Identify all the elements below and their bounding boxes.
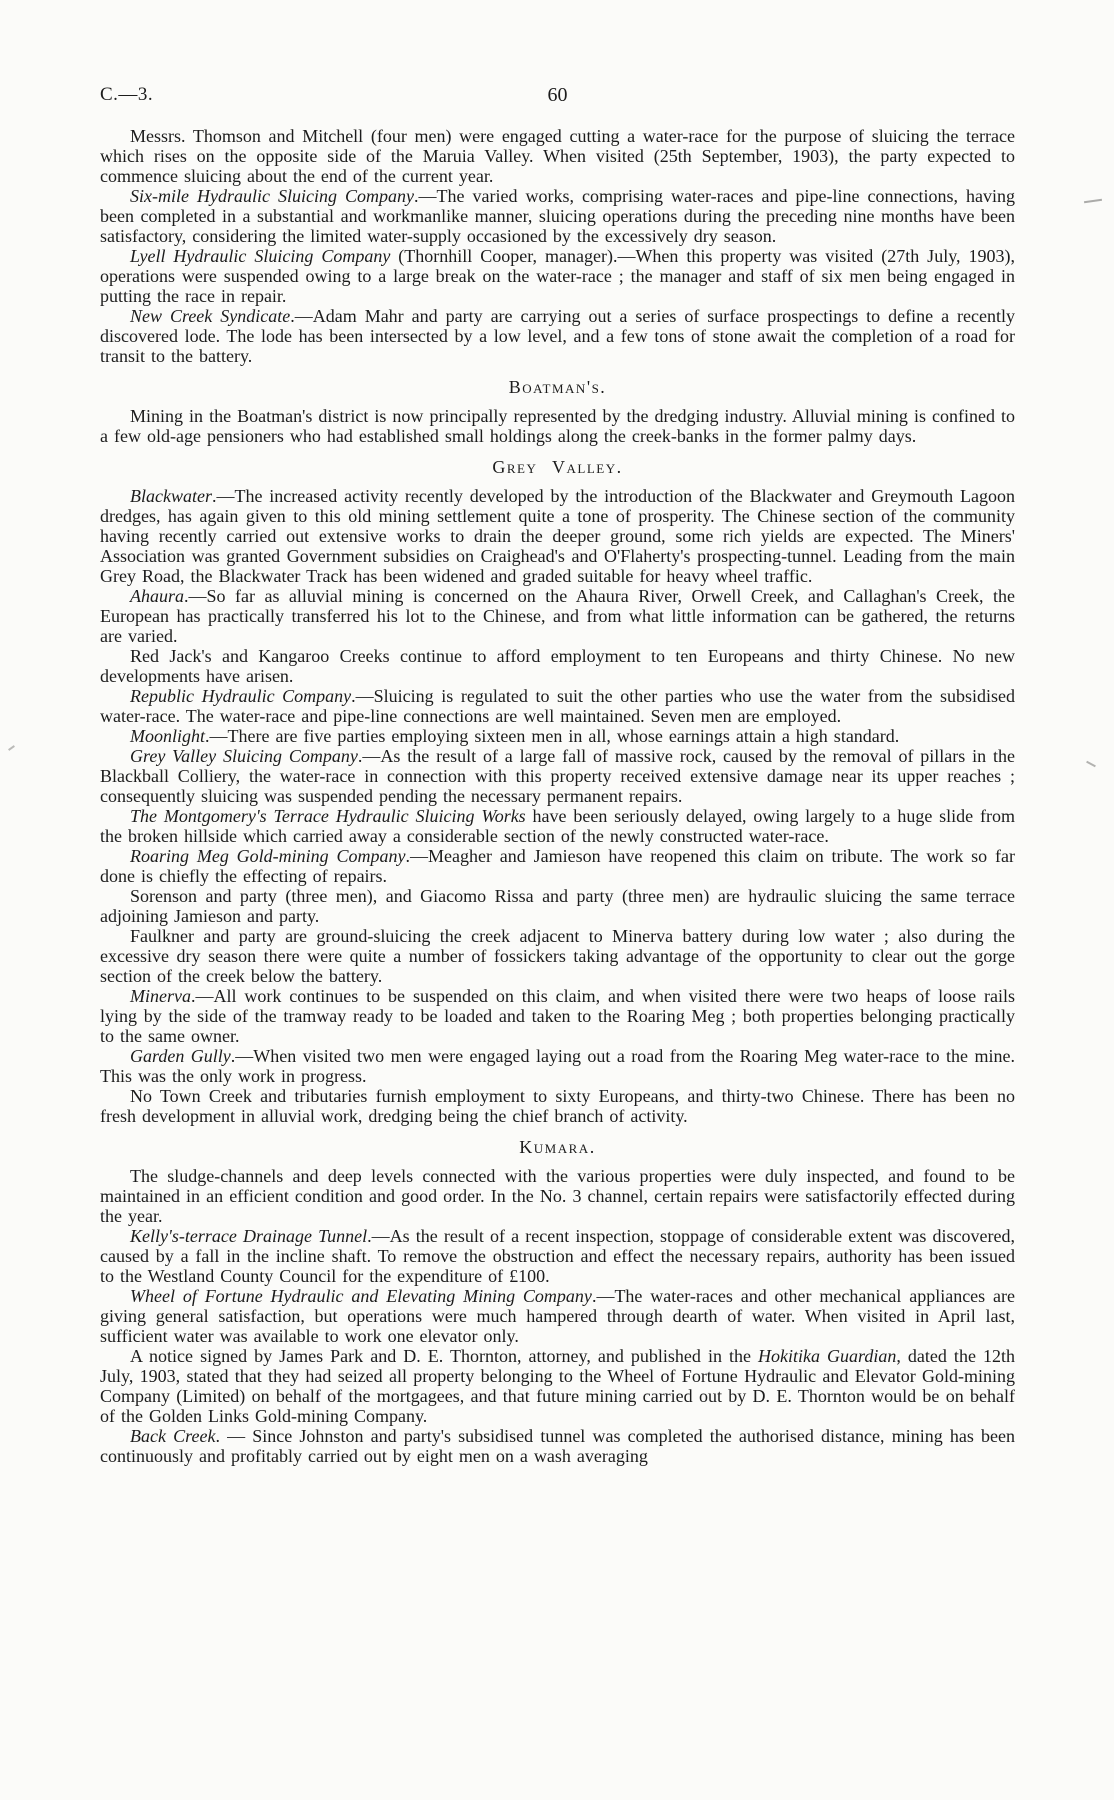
paragraph-notice <box>100 1346 1015 1426</box>
paragraph-text: A notice signed by James Park and D. E. Thornton, attorney, and published in the <box>130 1346 759 1366</box>
paragraph-no-town-creek <box>100 1086 1015 1126</box>
paragraph-text: Messrs. Thomson and Mitchell (four men) were engaged cutting a water-race for the purpose of sluicing the terrace which rises on the opposite side of the Maruia Valley. When visited (25th September, 1903), the party expected to commence sluicing about the end of the current year. <box>100 126 1015 186</box>
paragraph-text: .—When visited two men were engaged laying out a road from the Roaring Meg water-race to the mine. This was the only work in progress. <box>100 1046 1015 1086</box>
place-name: Blackwater <box>130 486 212 506</box>
place-name: Minerva <box>130 986 191 1006</box>
paragraph-new-creek <box>100 306 1015 366</box>
section-heading-kumara: Kumara. <box>519 1137 596 1157</box>
paragraph-back-creek <box>100 1426 1015 1466</box>
page-number: 60 <box>547 84 568 106</box>
company-name: Kelly's-terrace Drainage Tunnel <box>130 1226 368 1246</box>
paragraph-text: Mining in the Boatman's district is now principally represented by the dredging industry. Alluvial mining is confined to a few old-age pensioners who had established small holdings along the creek-banks in the former palmy days. <box>100 406 1015 446</box>
paragraph-kellys-terrace <box>100 1226 1015 1286</box>
company-name: Roaring Meg Gold-mining Company <box>130 846 406 866</box>
paragraph-moonlight <box>100 726 1015 746</box>
paragraph-red-jacks <box>100 646 1015 686</box>
paragraph-faulkner <box>100 926 1015 986</box>
paragraph-text: .—All work continues to be suspended on this claim, and when visited there were two heaps of loose rails lying by the side of the tramway ready to be loaded and taken to the Roaring Meg ; both properties belonging practically to the same owner. <box>100 986 1015 1046</box>
company-name: The Montgomery's Terrace Hydraulic Sluicing Works <box>130 806 526 826</box>
paragraph-minerva <box>100 986 1015 1046</box>
place-name: Garden Gully <box>130 1046 231 1066</box>
place-name: Moonlight <box>130 726 205 746</box>
paragraph-sorenson <box>100 886 1015 926</box>
paragraph-grey-valley-sluicing <box>100 746 1015 806</box>
paragraph-text: Red Jack's and Kangaroo Creeks continue to afford employment to ten Europeans and thirty Chinese. No new developments have arisen. <box>100 646 1015 686</box>
paragraph-text: .—There are five parties employing sixteen men in all, whose earnings attain a high standard. <box>205 726 900 746</box>
section-heading-boatmans: Boatman's. <box>508 377 607 397</box>
place-name: Back Creek <box>130 1426 216 1446</box>
paragraph-text: .—So far as alluvial mining is concerned on the Ahaura River, Orwell Creek, and Callaghan's Creek, the European has practically transferred his lot to the Chinese, and from what little information can be gathered, the returns are varied. <box>100 586 1015 646</box>
paragraph-text: .—Adam Mahr and party are carrying out a series of surface prospectings to define a recently discovered lode. The lode has been intersected by a low level, and a few tons of stone await the completion of a road for transit to the battery. <box>100 306 1016 366</box>
paragraph-text: .—As the result of a large fall of massive rock, caused by the removal of pillars in the Blackball Colliery, the water-race in connection with this property received extensive damage near its upper reaches ; consequently sluicing was suspended pending the necessary permanent repairs. <box>100 746 1016 806</box>
report-code: C.—3. <box>100 84 154 105</box>
document-body <box>100 126 1015 1466</box>
paragraph-text: . — Since Johnston and party's subsidised tunnel was completed the authorised distance, mining has been continuously and profitably carried out by eight men on a wash averaging <box>100 1426 1015 1466</box>
paragraph-text: .—Sluicing is regulated to suit the other parties who use the water from the subsidised water-race. The water-race and pipe-line connections are well maintained. Seven men are employed. <box>100 686 1015 726</box>
scan-artifact <box>8 745 15 751</box>
place-name: Ahaura <box>130 586 184 606</box>
paragraph-garden-gully <box>100 1046 1015 1086</box>
company-name: Six-mile Hydraulic Sluicing Company <box>130 186 414 206</box>
paragraph-blackwater <box>100 486 1015 586</box>
company-name: Grey Valley Sluicing Company <box>130 746 358 766</box>
company-name: New Creek Syndicate <box>130 306 291 326</box>
section-heading-grey-valley: Grey Valley. <box>492 457 623 477</box>
scan-artifact <box>1084 199 1102 203</box>
paragraph-wheel-of-fortune <box>100 1286 1015 1346</box>
paragraph-text: .—The increased activity recently developed by the introduction of the Blackwater and Greymouth Lagoon dredges, has again given to this old mining settlement quite a tone of prosperity. The Chinese section of the community having recently carried out extensive works to drain the deeper ground, some rich yields are expected. The Miners' Association was granted Government subsidies on Craighead's and O'Flaherty's prospecting-tunnel. Leading from the main Grey Road, the Blackwater Track has been widened and graded suitable for heavy wheel traffic. <box>100 486 1015 586</box>
scan-artifact <box>1086 761 1096 767</box>
paragraph-text: Faulkner and party are ground-sluicing the creek adjacent to Minerva battery during low water ; also during the excessive dry season there were quite a number of fossickers taking advantage of the opportunity to clear out the gorge section of the creek below the battery. <box>100 926 1015 986</box>
paragraph-text: have been seriously delayed, owing largely to a huge slide from the broken hillside which carried away a considerable section of the newly constructed water-race. <box>100 806 1015 846</box>
paragraph-roaring-meg <box>100 846 1015 886</box>
paragraph-ahaura <box>100 586 1015 646</box>
paragraph-text: .—As the result of a recent inspection, stoppage of considerable extent was discovered, caused by a fall in the incline shaft. To remove the obstruction and effect the necessary repairs, authority has been issued to the Westland County Council for the expenditure of £100. <box>100 1226 1015 1286</box>
paragraph-boatmans-mining <box>100 406 1015 446</box>
company-name: Lyell Hydraulic Sluicing Company <box>130 246 391 266</box>
company-name: Republic Hydraulic Company <box>130 686 352 706</box>
company-name: Wheel of Fortune Hydraulic and Elevating Mining Company <box>130 1286 592 1306</box>
paragraph-text: No Town Creek and tributaries furnish employment to sixty Europeans, and thirty-two Chinese. There has been no fresh development in alluvial work, dredging being the chief branch of activity. <box>100 1086 1015 1126</box>
paragraph-maruia <box>100 126 1015 186</box>
paragraph-text: .—Meagher and Jamieson have reopened this claim on tribute. The work so far done is chiefly the effecting of repairs. <box>100 846 1015 886</box>
paragraph-text: Sorenson and party (three men), and Giacomo Rissa and party (three men) are hydraulic sluicing the same terrace adjoining Jamieson and party. <box>100 886 1015 926</box>
paragraph-sludge-channels <box>100 1166 1015 1226</box>
paragraph-lyell <box>100 246 1015 306</box>
paragraph-text: .—The water-races and other mechanical appliances are giving general satisfaction, but operations were much hampered through dearth of water. When visited in April last, sufficient water was available to work one elevator only. <box>100 1286 1016 1346</box>
paragraph-text: The sludge-channels and deep levels connected with the various properties were duly inspected, and found to be maintained in an efficient condition and good order. In the No. 3 channel, certain repairs were satisfactorily effected during the year. <box>100 1166 1015 1226</box>
paragraph-six-mile <box>100 186 1015 246</box>
paragraph-montgomerys <box>100 806 1015 846</box>
publication-name: Hokitika Guardian <box>758 1346 897 1366</box>
paragraph-text: .—The varied works, comprising water-races and pipe-line connections, having been completed in a substantial and workmanlike manner, sluicing operations during the preceding nine months have been satisfactory, considering the limited water-supply occasioned by the excessively dry season. <box>100 186 1016 246</box>
paragraph-text: (Thornhill Cooper, manager).—When this property was visited (27th July, 1903), operations were suspended owing to a large break on the water-race ; the manager and staff of six men being engaged in putting the race in repair. <box>100 246 1015 306</box>
paragraph-republic <box>100 686 1015 726</box>
page-header <box>100 84 1015 110</box>
paragraph-text: , dated the 12th July, 1903, stated that they had seized all property belonging to the Wheel of Fortune Hydraulic and Elevator Gold-mining Company (Limited) on behalf of the mortgagees, and that future mining carried out by D. E. Thornton would be on behalf of the Golden Links Gold-mining Company. <box>100 1346 1015 1426</box>
